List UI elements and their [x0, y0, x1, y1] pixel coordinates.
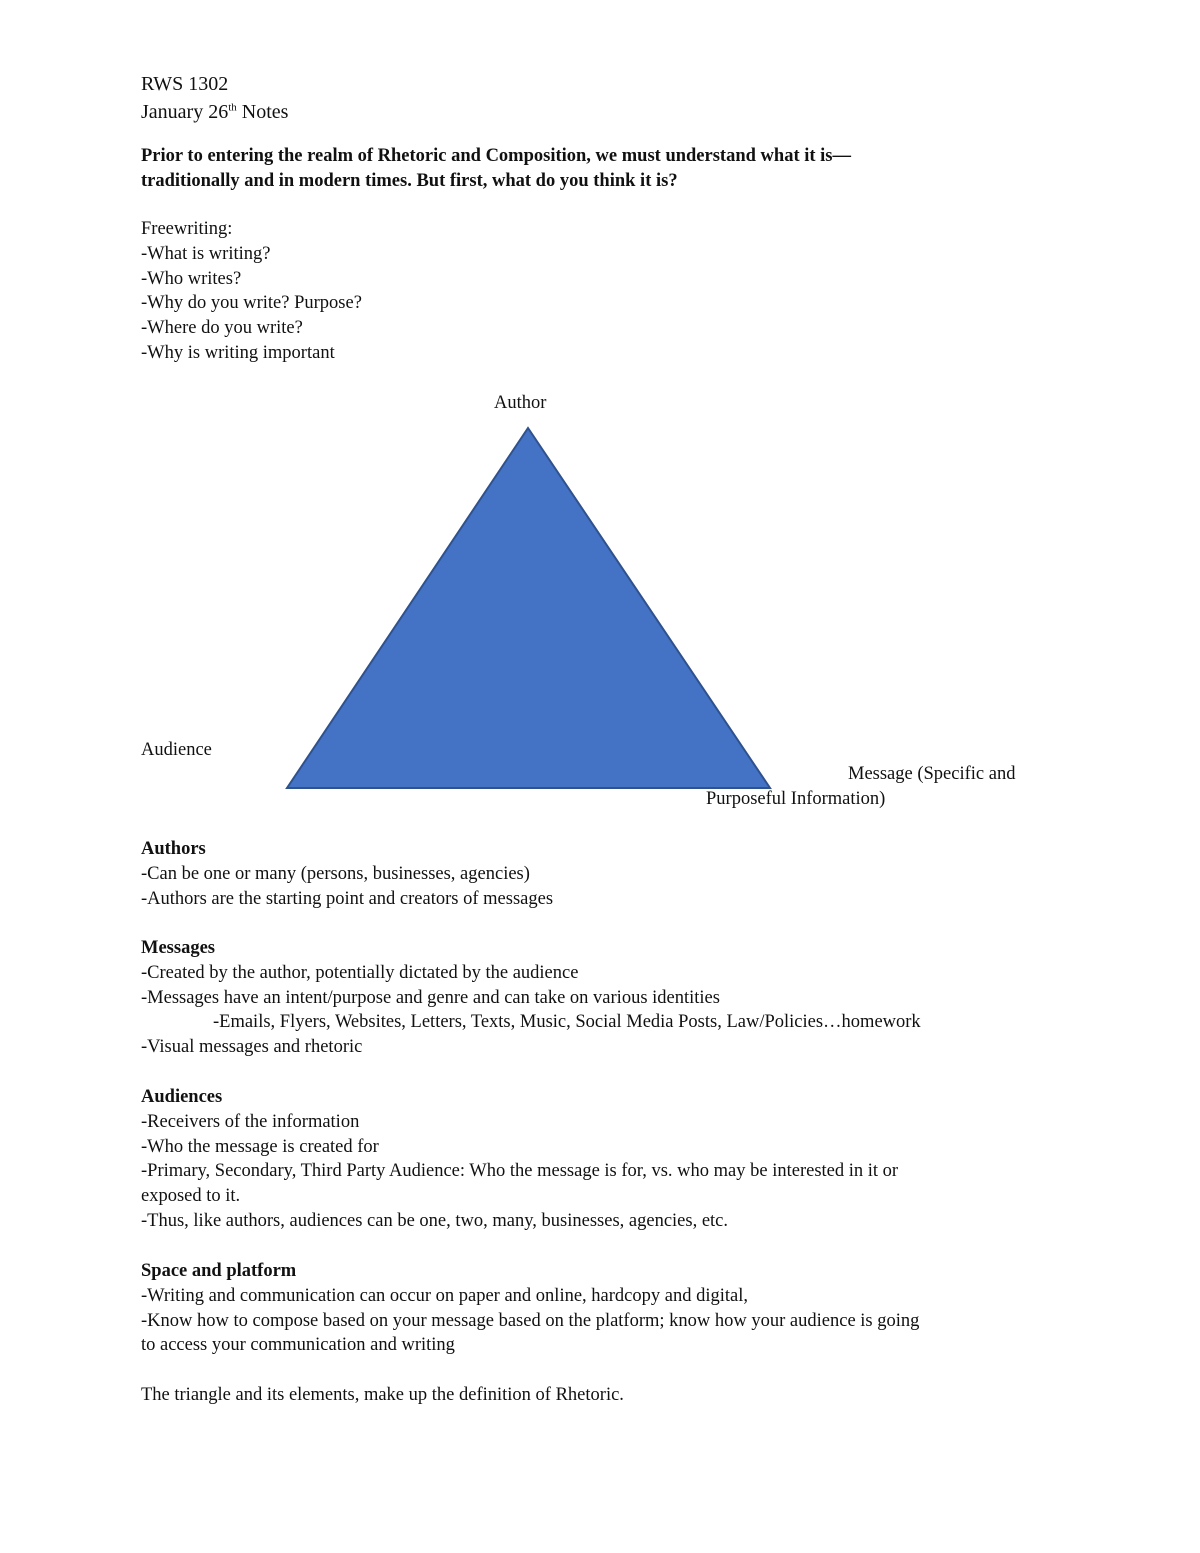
freewriting-item: -Where do you write? — [141, 318, 303, 339]
freewriting-item: -Who writes? — [141, 268, 242, 289]
authors-item: -Authors are the starting point and creators of messages — [141, 888, 554, 909]
notes-date — [141, 100, 288, 125]
space-item: -Writing and communication can occur on paper and online, hardcopy and digital, — [141, 1285, 748, 1306]
space-heading: Space and platform — [141, 1261, 297, 1281]
space-section — [141, 1259, 1071, 1358]
date-ordinal: th — [228, 101, 237, 114]
triangle-label-message-1: Message (Specific and — [848, 764, 1016, 784]
authors-item: -Can be one or many (persons, businesses, agencies) — [141, 863, 530, 884]
audiences-item: -Receivers of the information — [141, 1111, 360, 1132]
freewriting-item: -Why do you write? Purpose? — [141, 293, 362, 314]
authors-section — [141, 837, 1071, 911]
triangle-shape — [287, 428, 770, 788]
audiences-item: -Who the message is created for — [141, 1136, 379, 1157]
freewriting-section — [141, 217, 1071, 366]
audiences-section — [141, 1085, 1071, 1234]
triangle-label-audience: Audience — [141, 740, 212, 760]
freewriting-title: Freewriting: — [141, 219, 233, 239]
messages-item: -Messages have an intent/purpose and genre and can take on various identities — [141, 987, 720, 1008]
date-rest: Notes — [236, 101, 289, 123]
triangle-label-author: Author — [494, 393, 547, 413]
triangle-label-message-2: Purposeful Information) — [706, 789, 886, 809]
freewriting-item: -What is writing? — [141, 243, 271, 264]
audiences-item: -Primary, Secondary, Third Party Audience: Who the message is for, vs. who may be interested in it or — [141, 1161, 899, 1182]
intro-line-2: traditionally and in modern times. But first, what do you think it is? — [141, 171, 678, 191]
authors-heading: Authors — [141, 839, 206, 859]
conclusion-text: The triangle and its elements, make up the definition of Rhetoric. — [141, 1385, 624, 1405]
audiences-item-continued: exposed to it. — [141, 1186, 241, 1207]
rhetorical-triangle — [280, 422, 780, 794]
intro-line-1: Prior to entering the realm of Rhetoric and Composition, we must understand what it is— — [141, 146, 851, 166]
freewriting-item: -Why is writing important — [141, 342, 335, 363]
messages-sub-item: -Emails, Flyers, Websites, Letters, Texts, Music, Social Media Posts, Law/Policies…homework — [213, 1012, 921, 1033]
space-item: -Know how to compose based on your message based on the platform; know how your audience is going — [141, 1310, 920, 1331]
course-title: RWS 1302 — [141, 73, 229, 95]
date-prefix: January 26 — [141, 101, 229, 123]
messages-item: -Visual messages and rhetoric — [141, 1037, 363, 1058]
messages-heading: Messages — [141, 938, 215, 958]
messages-item: -Created by the author, potentially dictated by the audience — [141, 962, 579, 983]
messages-section — [141, 936, 1071, 1060]
audiences-heading: Audiences — [141, 1087, 223, 1107]
audiences-item: -Thus, like authors, audiences can be one, two, many, businesses, agencies, etc. — [141, 1210, 729, 1231]
space-item-continued: to access your communication and writing — [141, 1335, 455, 1356]
